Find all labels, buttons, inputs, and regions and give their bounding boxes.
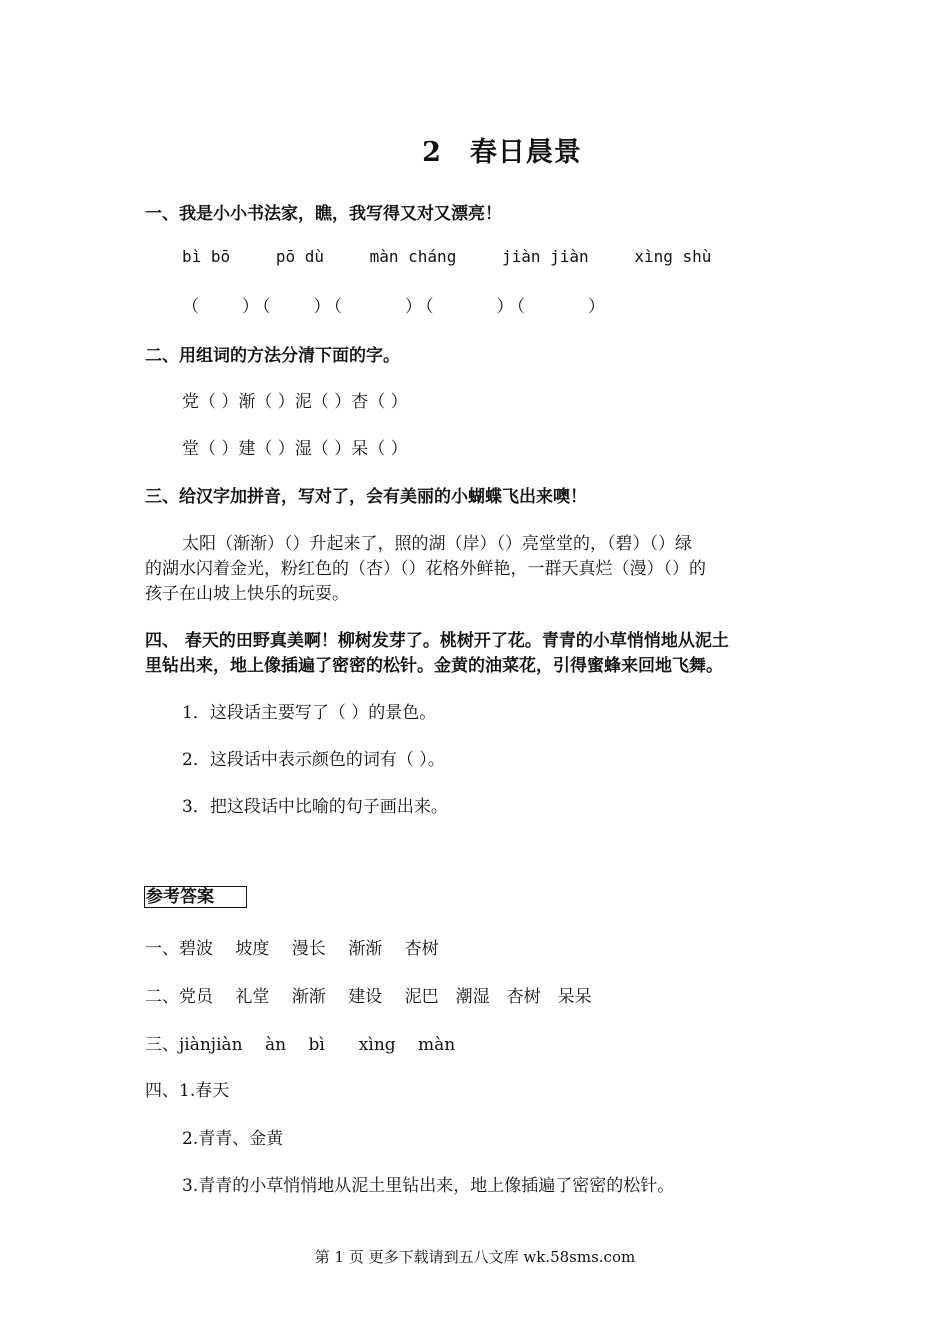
pinyin-item: pō dù bbox=[275, 247, 324, 266]
q4-heading-line-1: 四、 春天的田野真美啊！柳树发芽了。桃树开了花。青青的小草悄悄地从泥土 bbox=[145, 631, 729, 651]
q2-heading: 二、用组词的方法分清下面的字。 bbox=[145, 346, 400, 366]
q1-pinyin-row bbox=[182, 247, 747, 266]
q3-line-3: 孩子在山坡上快乐的玩耍。 bbox=[145, 584, 349, 604]
pinyin-item: bì bō bbox=[182, 247, 231, 266]
answers-label: 参考答案 bbox=[144, 886, 247, 908]
q2-row-2: 堂（ ）建（ ）湿（ ）呆（ ） bbox=[182, 439, 408, 459]
pinyin-item: màn cháng bbox=[369, 247, 457, 266]
answer-2: 二、党员 礼堂 渐渐 建设 泥巴 潮湿 杏树 呆呆 bbox=[145, 987, 592, 1007]
q4-item-2: 2．这段话中表示颜色的词有（ ）。 bbox=[182, 750, 445, 770]
q2-row-1: 党（ ）渐（ ）泥（ ）杏（ ） bbox=[182, 392, 408, 412]
pinyin-item: xìng shù bbox=[634, 247, 712, 266]
answer-4-3: 3.青青的小草悄悄地从泥土里钻出来，地上像插遍了密密的松针。 bbox=[182, 1176, 675, 1196]
page-title: 2 春日晨景 bbox=[422, 137, 582, 168]
q4-heading-line-2: 里钻出来，地上像插遍了密密的松针。金黄的油菜花，引得蜜蜂来回地飞舞。 bbox=[145, 656, 723, 676]
q3-line-1: 太阳（渐渐）（）升起来了，照的湖（岸）（）亮堂堂的，（碧）（）绿 bbox=[182, 534, 692, 554]
answer-4-2: 2.青青、金黄 bbox=[182, 1129, 284, 1149]
q3-heading: 三、给汉字加拼音，写对了，会有美丽的小蝴蝶飞出来噢！ bbox=[145, 487, 587, 507]
answer-1: 一、碧波 坡度 漫长 渐渐 杏树 bbox=[145, 939, 439, 959]
q3-line-2: 的湖水闪着金光，粉红色的（杏）（）花格外鲜艳，一群天真烂（漫）（）的 bbox=[145, 559, 706, 579]
q1-answer-blanks: （ ）（ ）（ ）（ ）（ ） bbox=[182, 297, 608, 317]
q4-item-1: 1．这段话主要写了（ ）的景色。 bbox=[182, 703, 437, 723]
pinyin-item: jiàn jiàn bbox=[501, 247, 589, 266]
answers-label-box bbox=[144, 887, 247, 907]
answer-4-1: 四、1.春天 bbox=[145, 1081, 230, 1101]
page-footer: 第 1 页 更多下载请到五八文库 wk.58sms.com bbox=[314, 1248, 636, 1266]
q4-item-3: 3．把这段话中比喻的句子画出来。 bbox=[182, 797, 448, 817]
answer-3: 三、jiànjiàn àn bì xìng màn bbox=[145, 1035, 456, 1055]
q1-heading: 一、我是小小书法家，瞧，我写得又对又漂亮！ bbox=[145, 204, 502, 224]
